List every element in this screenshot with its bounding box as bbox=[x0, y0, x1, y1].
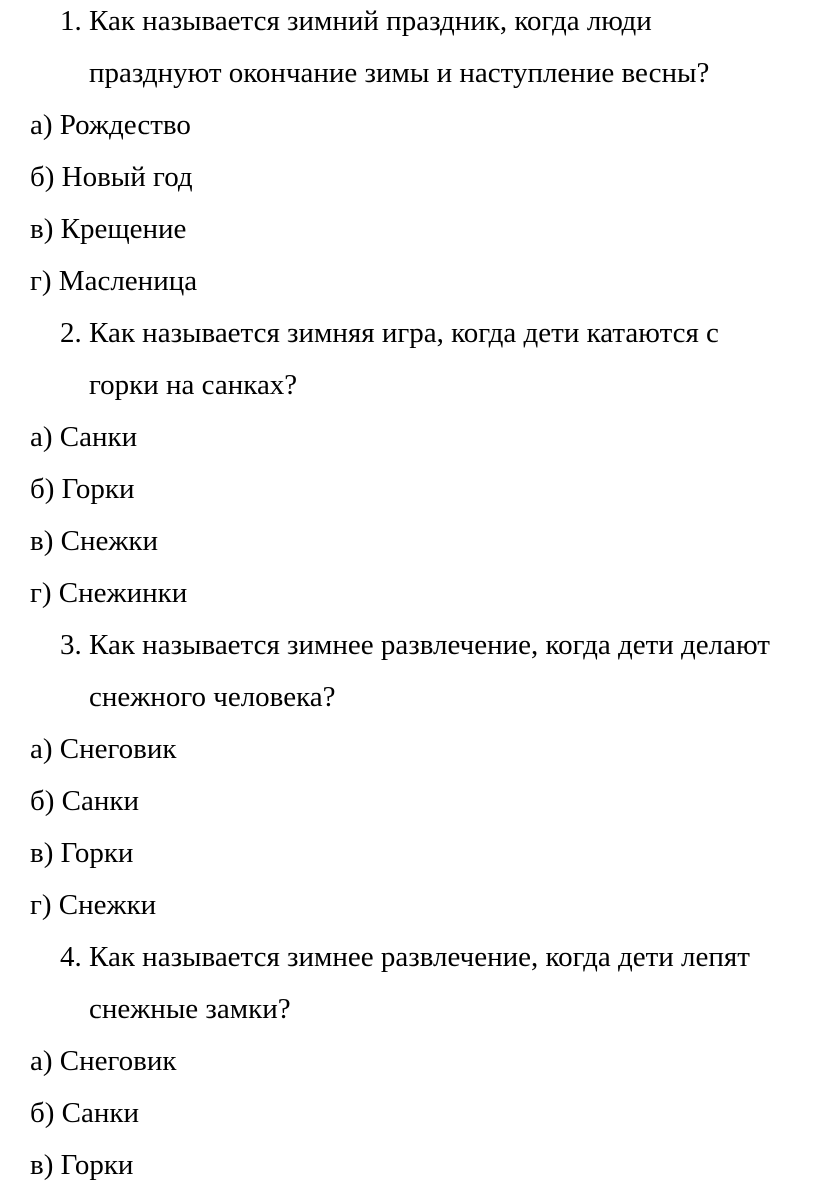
question-1-text-line-1: Как называется зимний праздник, когда люди bbox=[89, 5, 652, 37]
question-4-number: 4. bbox=[60, 941, 82, 973]
question-4-option-c: в) Горки bbox=[30, 1149, 134, 1181]
question-4-text-line-1: Как называется зимнее развлечение, когда дети лепят bbox=[89, 941, 750, 973]
question-4-text-line-2: снежные замки? bbox=[89, 993, 291, 1025]
question-4-option-a: а) Снеговик bbox=[30, 1045, 177, 1077]
question-2-line-1 bbox=[60, 315, 719, 351]
question-1-line-1 bbox=[60, 3, 652, 39]
question-1-option-a: а) Рождество bbox=[30, 109, 191, 141]
question-2-option-c: в) Снежки bbox=[30, 525, 158, 557]
question-1-option-b: б) Новый год bbox=[30, 161, 193, 193]
question-2-option-a: а) Санки bbox=[30, 421, 138, 453]
question-2-option-d: г) Снежинки bbox=[30, 577, 188, 609]
question-3-option-d: г) Снежки bbox=[30, 889, 157, 921]
question-2-text-line-1: Как называется зимняя игра, когда дети катаются с bbox=[89, 317, 719, 349]
question-1-number: 1. bbox=[60, 5, 82, 37]
question-3-text-line-2: снежного человека? bbox=[89, 681, 336, 713]
question-3-option-a: а) Снеговик bbox=[30, 733, 177, 765]
question-1-option-c: в) Крещение bbox=[30, 213, 187, 245]
question-3-option-c: в) Горки bbox=[30, 837, 134, 869]
question-2-number: 2. bbox=[60, 317, 82, 349]
question-3-number: 3. bbox=[60, 629, 82, 661]
question-4-line-1 bbox=[60, 939, 750, 975]
question-4-option-b: б) Санки bbox=[30, 1097, 140, 1129]
question-3-line-1 bbox=[60, 627, 770, 663]
question-1-text-line-2: празднуют окончание зимы и наступление весны? bbox=[89, 57, 710, 89]
question-1-option-d: г) Масленица bbox=[30, 265, 198, 297]
question-2-option-b: б) Горки bbox=[30, 473, 135, 505]
question-2-text-line-2: горки на санках? bbox=[89, 369, 298, 401]
question-3-option-b: б) Санки bbox=[30, 785, 140, 817]
question-3-text-line-1: Как называется зимнее развлечение, когда дети делают bbox=[89, 629, 770, 661]
